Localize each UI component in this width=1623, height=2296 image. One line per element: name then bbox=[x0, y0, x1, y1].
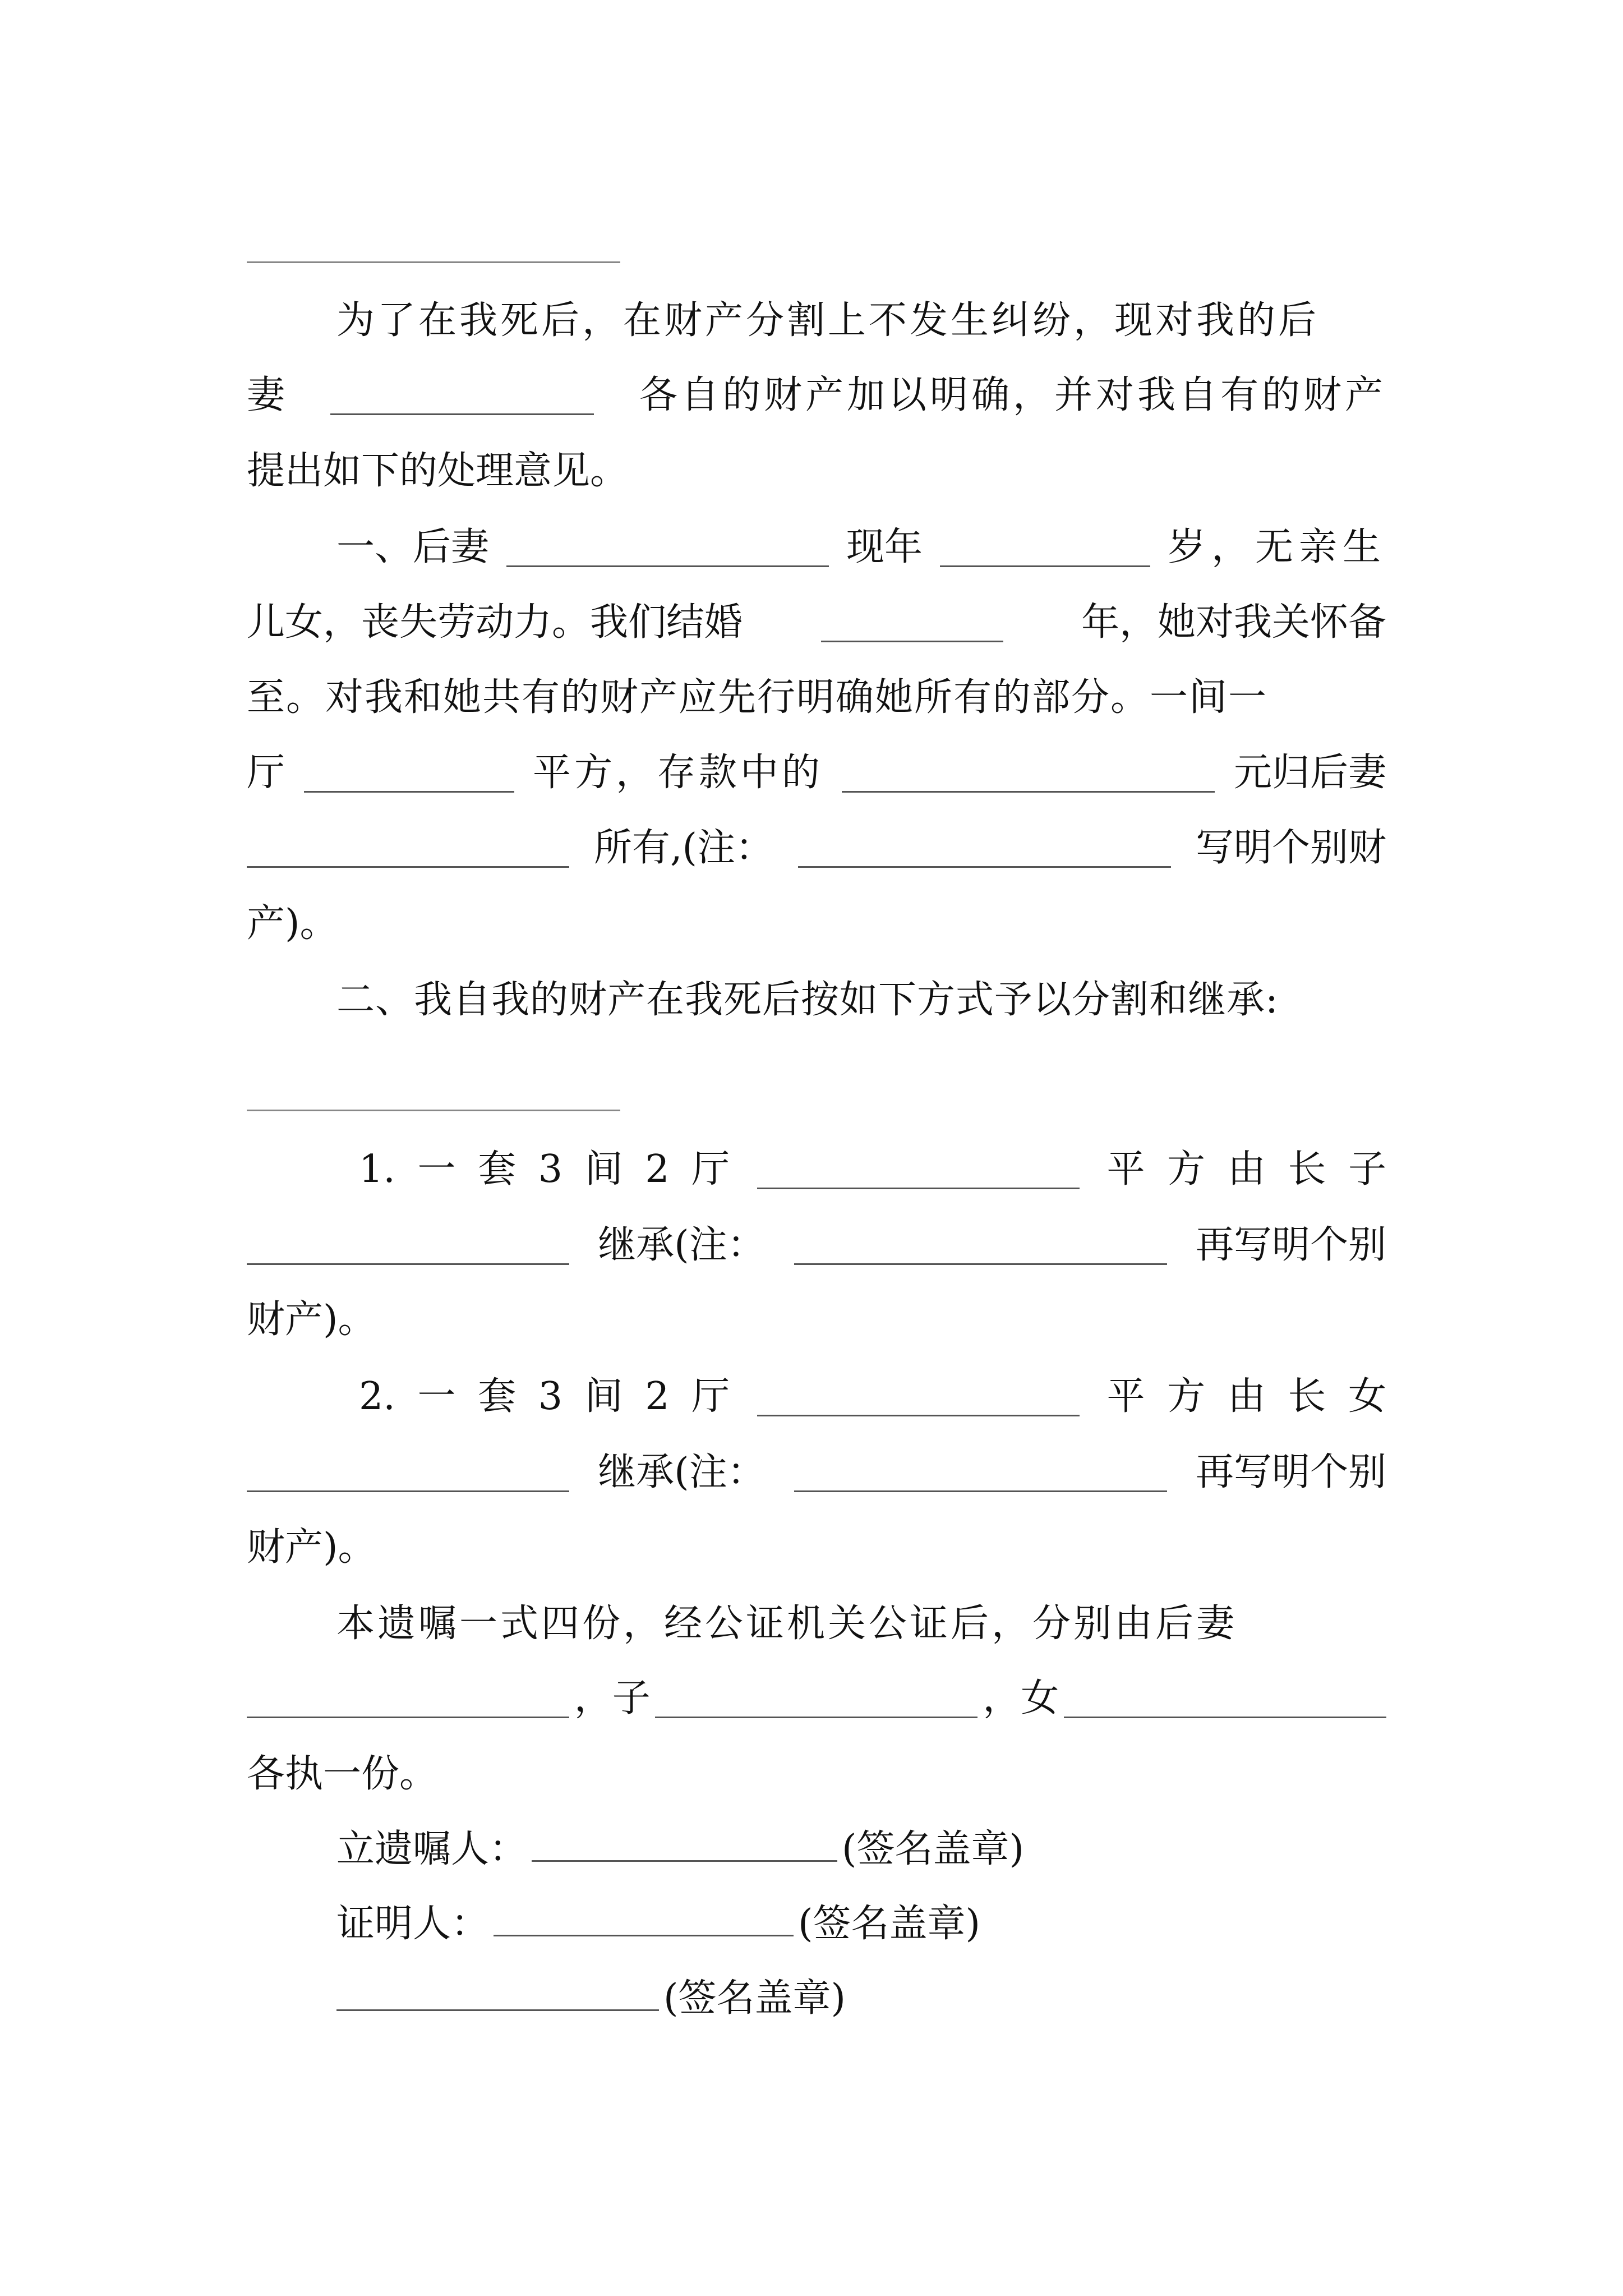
blank-item2-area[interactable] bbox=[757, 1378, 1080, 1416]
para1-line2: 妻 各自的财产加以明确，并对我自有的财产 bbox=[247, 373, 1386, 417]
item1-line3: 财产)。 bbox=[247, 1297, 376, 1342]
witness-label: 证明人： bbox=[336, 1902, 490, 1946]
section2-heading: 二、我自我的财产在我死后按如下方式予以分割和继承: bbox=[336, 978, 1279, 1022]
closing-line3: 各执一份。 bbox=[247, 1752, 438, 1796]
blank-years-married[interactable] bbox=[821, 604, 1003, 642]
section1-line2: 儿女，丧失劳动力。我们结婚 年，她对我关怀备 bbox=[247, 600, 1386, 645]
section1-line5: 所有,(注： 写明个别财 bbox=[247, 820, 1386, 876]
blank-witness-signature[interactable] bbox=[494, 1898, 794, 1936]
closing-line1: 本遗嘱一式四份，经公证机关公证后，分别由后妻 bbox=[336, 1602, 1238, 1646]
witness2-signature-line bbox=[336, 1971, 1122, 2027]
blank-note-1[interactable] bbox=[798, 829, 1171, 868]
blank-area[interactable] bbox=[304, 754, 514, 793]
middle-divider bbox=[247, 1110, 620, 1111]
item2-line3: 财产)。 bbox=[247, 1525, 376, 1570]
section1-line1: 一、后妻 现年 岁，无亲生 bbox=[336, 525, 1386, 569]
para1-line3: 提出如下的处理意见。 bbox=[247, 449, 629, 493]
blank-item1-note[interactable] bbox=[794, 1226, 1167, 1265]
blank-owner[interactable] bbox=[247, 829, 569, 868]
blank-closing-wife[interactable] bbox=[247, 1680, 569, 1718]
section1-line4: 厅 平方，存款中的 元归后妻 bbox=[247, 751, 1386, 795]
item1-line2: 继承(注： 再写明个别 bbox=[247, 1217, 1386, 1273]
blank-item1-area[interactable] bbox=[757, 1151, 1080, 1189]
blank-item2-heir[interactable] bbox=[247, 1453, 569, 1492]
item2-line2: 继承(注： 再写明个别 bbox=[247, 1444, 1386, 1501]
blank-amount[interactable] bbox=[842, 754, 1215, 793]
sign-note-1: (签名盖章) bbox=[842, 1827, 1025, 1871]
testator-signature-line bbox=[336, 1821, 1122, 1878]
sign-note-3: (签名盖章) bbox=[663, 1976, 846, 2021]
section1-line6: 产)。 bbox=[247, 901, 338, 946]
testator-label: 立遗嘱人： bbox=[336, 1827, 528, 1871]
item1-line1: 1. 一 套 3 间 2 厅 平 方 由 长 子 bbox=[359, 1147, 1386, 1191]
blank-wife-name[interactable] bbox=[330, 376, 594, 415]
section1-line3: 至。对我和她共有的财产应先行明确她所有的部分。一间一 bbox=[247, 675, 1268, 720]
sign-note-2: (签名盖章) bbox=[798, 1902, 981, 1946]
witness-signature-line bbox=[336, 1896, 1122, 1952]
blank-age[interactable] bbox=[940, 528, 1150, 567]
blank-item2-note[interactable] bbox=[794, 1453, 1167, 1492]
blank-witness2-signature[interactable] bbox=[336, 1972, 659, 2011]
item2-line1: 2. 一 套 3 间 2 厅 平 方 由 长 女 bbox=[359, 1374, 1386, 1419]
closing-line2: ，子 ，女 bbox=[247, 1671, 1386, 1727]
blank-closing-son[interactable] bbox=[655, 1680, 978, 1718]
para1-line1: 为了在我死后，在财产分割上不发生纠纷，现对我的后 bbox=[336, 298, 1320, 343]
top-divider bbox=[247, 261, 620, 263]
blank-item1-heir[interactable] bbox=[247, 1226, 569, 1265]
blank-wife-name-2[interactable] bbox=[506, 528, 829, 567]
blank-testator-signature[interactable] bbox=[532, 1823, 837, 1862]
blank-closing-daughter[interactable] bbox=[1064, 1680, 1386, 1718]
